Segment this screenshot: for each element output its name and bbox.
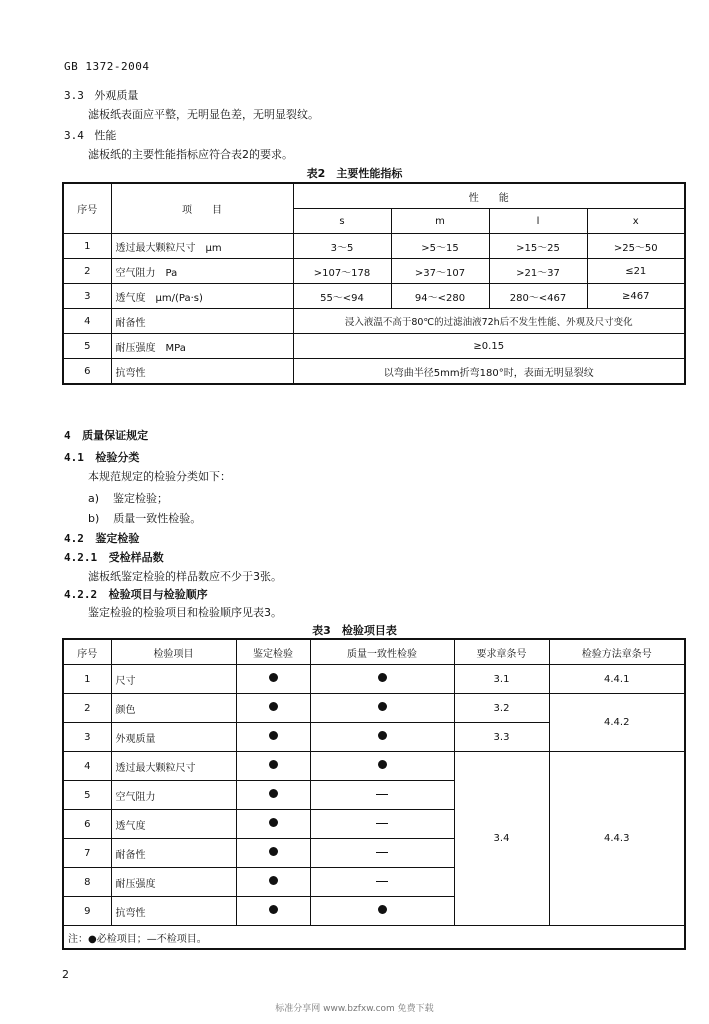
table3-header: 检验项目: [111, 639, 236, 665]
table3-cell-qualification: [236, 781, 310, 810]
section-4-1-heading: [64, 449, 139, 465]
section-4-2-heading: [64, 530, 139, 546]
required-mark: [269, 702, 278, 711]
required-mark: [378, 760, 387, 769]
table3-cell-qualification: [236, 897, 310, 926]
table2-cell-item: 抗弯性: [111, 359, 293, 385]
table3-cell-conformance: [310, 752, 454, 781]
table3-header: 鉴定检验: [236, 639, 310, 665]
table3-cell-no: 7: [63, 839, 111, 868]
not-tested-mark: [376, 794, 388, 795]
table2-header-item: 项 目: [111, 183, 293, 234]
section-number: 4.2.2: [64, 588, 98, 601]
required-mark: [269, 789, 278, 798]
table3-cell-qualification: [236, 694, 310, 723]
table3-cell-no: 4: [63, 752, 111, 781]
table2-cell-span: 以弯曲半径5mm折弯180°时，表面无明显裂纹: [293, 359, 685, 385]
section-number: 3.3: [64, 89, 84, 102]
table3-header: 要求章条号: [454, 639, 549, 665]
table-row: [63, 665, 685, 694]
table2-cell-value: 280～<467: [489, 284, 587, 309]
table-row: [63, 284, 685, 309]
table2-cell-value: >37～107: [391, 259, 489, 284]
required-mark: [269, 847, 278, 856]
table2-cell-no: 4: [63, 309, 111, 334]
table2-cell-item: 透气度 μm/(Pa·s): [111, 284, 293, 309]
list-marker: b): [88, 512, 100, 525]
table3-cell-item: 耐备性: [111, 839, 236, 868]
section-number: 4.1: [64, 451, 84, 464]
table3-cell-no: 9: [63, 897, 111, 926]
table2-cell-item: 透过最大颗粒尺寸 μm: [111, 234, 293, 259]
table3-cell-conformance: [310, 665, 454, 694]
table2-grade: s: [293, 209, 391, 234]
list-text: 质量一致性检验。: [113, 512, 202, 525]
table3-cell-qualification: [236, 665, 310, 694]
table3: [62, 638, 686, 950]
section-title: 外观质量: [94, 89, 139, 102]
section-3-4-heading: [64, 127, 116, 143]
table3-cell-conformance: [310, 810, 454, 839]
section-4-heading: [64, 427, 148, 443]
section-title: 性能: [94, 129, 117, 142]
section-number: 4.2: [64, 532, 84, 545]
table2-cell-no: 1: [63, 234, 111, 259]
section-4-1-text: 本规范规定的检验分类如下：: [88, 470, 231, 483]
section-4-2-1-text: 滤板纸鉴定检验的样品数应不少于3张。: [88, 570, 282, 583]
table2-cell-span: ≥0.15: [293, 334, 685, 359]
list-item: [88, 490, 168, 506]
table-row: [63, 694, 685, 723]
section-title: 质量保证规定: [82, 429, 149, 442]
section-title: 检验分类: [95, 451, 140, 464]
required-mark: [378, 702, 387, 711]
table2-header-no: 序号: [63, 183, 111, 234]
table2-cell-no: 6: [63, 359, 111, 385]
table2-cell-value: 3～5: [293, 234, 391, 259]
table2: [62, 182, 686, 385]
table3-cell-item: 耐压强度: [111, 868, 236, 897]
required-mark: [269, 876, 278, 885]
section-number: 4: [64, 429, 71, 442]
table2-cell-item: 耐压强度 MPa: [111, 334, 293, 359]
table2-cell-value: >21～37: [489, 259, 587, 284]
table3-cell-requirement: 3.4: [454, 752, 549, 926]
watermark-footer: 标准分享网 www.bzfxw.com 免费下载: [275, 1004, 434, 1014]
table3-cell-item: 颜色: [111, 694, 236, 723]
table3-cell-conformance: [310, 694, 454, 723]
table3-cell-method: 4.4.2: [549, 694, 685, 752]
section-title: 鉴定检验: [95, 532, 140, 545]
table-row: [63, 309, 685, 334]
section-4-2-2-heading: [64, 586, 208, 602]
table2-grade: m: [391, 209, 489, 234]
required-mark: [378, 905, 387, 914]
table3-cell-no: 8: [63, 868, 111, 897]
section-4-2-1-heading: [64, 549, 164, 565]
not-tested-mark: [376, 823, 388, 824]
section-title: 检验项目与检验顺序: [108, 588, 208, 601]
table-row: [63, 334, 685, 359]
table3-cell-requirement: 3.1: [454, 665, 549, 694]
table3-header: 序号: [63, 639, 111, 665]
table3-cell-item: 透过最大颗粒尺寸: [111, 752, 236, 781]
list-text: 鉴定检验；: [113, 492, 169, 505]
table2-grade: l: [489, 209, 587, 234]
table2-caption: 表2 主要性能指标: [306, 167, 403, 180]
table3-cell-qualification: [236, 810, 310, 839]
table2-cell-item: 耐备性: [111, 309, 293, 334]
table3-header: 检验方法章条号: [549, 639, 685, 665]
page-number: 2: [62, 968, 69, 981]
table2-cell-value: ≤21: [587, 259, 685, 284]
table-row: [63, 259, 685, 284]
table3-cell-method: 4.4.3: [549, 752, 685, 926]
section-number: 3.4: [64, 129, 84, 142]
table2-cell-span: 浸入液温不高于80℃的过滤油液72h后不发生性能、外观及尺寸变化: [293, 309, 685, 334]
table2-cell-no: 5: [63, 334, 111, 359]
table3-cell-no: 1: [63, 665, 111, 694]
list-marker: a): [88, 492, 100, 505]
table3-cell-conformance: [310, 839, 454, 868]
table2-cell-value: >15～25: [489, 234, 587, 259]
table2-cell-item: 空气阻力 Pa: [111, 259, 293, 284]
table3-cell-no: 2: [63, 694, 111, 723]
section-3-3-heading: [64, 87, 138, 103]
table2-cell-value: 94～<280: [391, 284, 489, 309]
list-item: [88, 510, 201, 526]
required-mark: [378, 731, 387, 740]
table2-header-performance: 性 能: [293, 183, 685, 209]
table3-cell-requirement: 3.2: [454, 694, 549, 723]
not-tested-mark: [376, 881, 388, 882]
section-number: 4.2.1: [64, 551, 98, 564]
table-row: [63, 359, 685, 385]
table3-cell-item: 抗弯性: [111, 897, 236, 926]
table3-cell-conformance: [310, 868, 454, 897]
table3-cell-qualification: [236, 868, 310, 897]
table2-cell-no: 3: [63, 284, 111, 309]
table2-cell-value: >107～178: [293, 259, 391, 284]
table2-cell-value: 55～<94: [293, 284, 391, 309]
table3-cell-requirement: 3.3: [454, 723, 549, 752]
table2-grade: x: [587, 209, 685, 234]
table-row: [63, 234, 685, 259]
table3-cell-no: 3: [63, 723, 111, 752]
table-row: [63, 752, 685, 781]
required-mark: [269, 673, 278, 682]
required-mark: [378, 673, 387, 682]
table3-header: 质量一致性检验: [310, 639, 454, 665]
required-mark: [269, 760, 278, 769]
required-mark: [269, 818, 278, 827]
table3-note: 注：●必检项目；—不检项目。: [63, 926, 685, 950]
table3-cell-item: 透气度: [111, 810, 236, 839]
section-3-4-text: 滤板纸的主要性能指标应符合表2的要求。: [88, 148, 293, 161]
not-tested-mark: [376, 852, 388, 853]
table3-cell-item: 外观质量: [111, 723, 236, 752]
section-title: 受检样品数: [108, 551, 164, 564]
table2-cell-value: >25～50: [587, 234, 685, 259]
standard-code: GB 1372-2004: [64, 60, 150, 73]
table3-cell-no: 6: [63, 810, 111, 839]
table3-caption: 表3 检验项目表: [312, 624, 397, 637]
table3-cell-conformance: [310, 723, 454, 752]
table3-cell-qualification: [236, 752, 310, 781]
table3-cell-item: 空气阻力: [111, 781, 236, 810]
table3-cell-method: 4.4.1: [549, 665, 685, 694]
section-4-2-2-text: 鉴定检验的检验项目和检验顺序见表3。: [88, 606, 282, 619]
required-mark: [269, 731, 278, 740]
table3-cell-item: 尺寸: [111, 665, 236, 694]
section-3-3-text: 滤板纸表面应平整，无明显色差，无明显裂纹。: [88, 108, 319, 121]
required-mark: [269, 905, 278, 914]
table2-cell-value: >5～15: [391, 234, 489, 259]
table3-cell-qualification: [236, 839, 310, 868]
table2-cell-no: 2: [63, 259, 111, 284]
table3-cell-qualification: [236, 723, 310, 752]
table2-cell-value: ≥467: [587, 284, 685, 309]
table3-cell-no: 5: [63, 781, 111, 810]
table3-cell-conformance: [310, 897, 454, 926]
table3-cell-conformance: [310, 781, 454, 810]
